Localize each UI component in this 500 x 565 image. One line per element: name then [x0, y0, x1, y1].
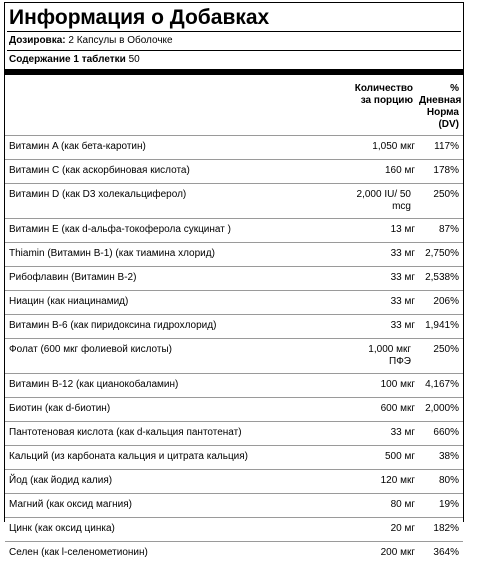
dosage-label: Дозировка: — [9, 35, 66, 46]
nutrient-name: Пантотеновая кислота (как d-кальция пантотенат) — [9, 427, 242, 438]
nutrient-daily-value: 80% — [438, 475, 459, 486]
nutrient-daily-value: 660% — [433, 427, 459, 438]
nutrient-name: Цинк (как оксид цинка) — [9, 523, 115, 534]
column-header-qty: Количество за порцию — [354, 83, 413, 106]
nutrient-daily-value: 87% — [438, 224, 459, 235]
nutrient-name: Йод (как йодид калия) — [9, 475, 113, 486]
nutrient-amount: 1,050 мкг — [372, 141, 415, 152]
nutrient-amount: 33 мг — [390, 427, 415, 438]
nutrient-name: Ниацин (как ниацинамид) — [9, 296, 129, 307]
table-row — [5, 373, 463, 397]
column-header-row — [5, 75, 463, 135]
content-value: 50 — [128, 54, 140, 65]
nutrient-name: Биотин (как d-биотин) — [9, 403, 111, 414]
column-header-dv: % Дневная Норма (DV) — [419, 83, 462, 130]
nutrient-amount: 33 мг — [390, 248, 415, 259]
panel-title: Информация о Добавках — [9, 6, 270, 29]
dosage-line — [5, 32, 463, 50]
table-row — [5, 135, 463, 159]
table-row — [5, 218, 463, 242]
nutrient-daily-value: 2,000% — [425, 403, 459, 414]
nutrient-amount: 33 мг — [390, 296, 415, 307]
nutrient-amount: 80 мг — [390, 499, 415, 510]
nutrient-amount: 13 мг — [390, 224, 415, 235]
nutrient-amount: 1,000 мкг ПФЭ — [368, 344, 411, 367]
table-row — [5, 445, 463, 469]
nutrient-daily-value: 182% — [433, 523, 459, 534]
nutrient-daily-value: 19% — [438, 499, 459, 510]
nutrient-table — [5, 135, 463, 565]
nutrient-daily-value: 2,538% — [425, 272, 459, 283]
table-row — [5, 421, 463, 445]
nutrient-name: Витамин C (как аскорбиновая кислота) — [9, 165, 190, 176]
nutrient-daily-value: 4,167% — [425, 379, 459, 390]
nutrient-daily-value: 117% — [434, 141, 459, 152]
table-row — [5, 469, 463, 493]
nutrient-daily-value: 206% — [433, 296, 459, 307]
nutrient-name: Магний (как оксид магния) — [9, 499, 132, 510]
nutrient-name: Витамин A (как бета-каротин) — [9, 141, 146, 152]
nutrient-daily-value: 250% — [433, 189, 459, 200]
table-row — [5, 338, 463, 373]
nutrient-amount: 33 мг — [390, 320, 415, 331]
nutrient-name: Витамин D (как D3 холекальциферол) — [9, 189, 187, 200]
nutrient-amount: 500 мг — [385, 451, 415, 462]
table-row — [5, 159, 463, 183]
nutrient-daily-value: 2,750% — [425, 248, 459, 259]
nutrient-amount: 33 мг — [390, 272, 415, 283]
nutrient-name: Рибофлавин (Витамин B-2) — [9, 272, 137, 283]
nutrient-daily-value: 250% — [433, 344, 459, 355]
nutrient-amount: 120 мкг — [380, 475, 415, 486]
table-row — [5, 314, 463, 338]
nutrient-name: Витамин E (как d-альфа-токоферола сукцинат ) — [9, 224, 231, 235]
nutrient-amount: 200 мкг — [380, 547, 415, 558]
table-row — [5, 183, 463, 218]
supplement-facts-panel — [4, 2, 464, 558]
table-row — [5, 290, 463, 314]
content-label: Содержание 1 таблетки — [9, 54, 126, 65]
nutrient-daily-value: 38% — [438, 451, 459, 462]
nutrient-daily-value: 364% — [433, 547, 459, 558]
nutrient-amount: 20 мг — [390, 523, 415, 534]
table-row — [5, 541, 463, 565]
table-row — [5, 397, 463, 421]
table-row — [5, 517, 463, 541]
nutrient-name: Кальций (из карбоната кальция и цитрата кальция) — [9, 451, 249, 462]
table-row — [5, 242, 463, 266]
nutrient-name: Фолат (600 мкг фолиевой кислоты) — [9, 344, 172, 355]
nutrient-daily-value: 1,941% — [425, 320, 459, 331]
nutrient-amount: 160 мг — [385, 165, 415, 176]
content-line — [5, 51, 463, 69]
nutrient-daily-value: 178% — [433, 165, 459, 176]
table-row — [5, 266, 463, 290]
dosage-value: 2 Капсулы в Оболочке — [68, 35, 173, 46]
nutrient-name: Витамин B-6 (как пиридоксина гидрохлорид) — [9, 320, 217, 331]
nutrient-name: Селен (как l-селенометионин) — [9, 547, 148, 558]
nutrient-amount: 2,000 IU/ 50 mcg — [356, 189, 411, 212]
nutrient-amount: 600 мкг — [380, 403, 415, 414]
nutrient-amount: 100 мкг — [380, 379, 415, 390]
table-row — [5, 493, 463, 517]
nutrient-name: Thiamin (Витамин B-1) (как тиамина хлорид) — [9, 248, 215, 259]
nutrient-name: Витамин B-12 (как цианокобаламин) — [9, 379, 179, 390]
